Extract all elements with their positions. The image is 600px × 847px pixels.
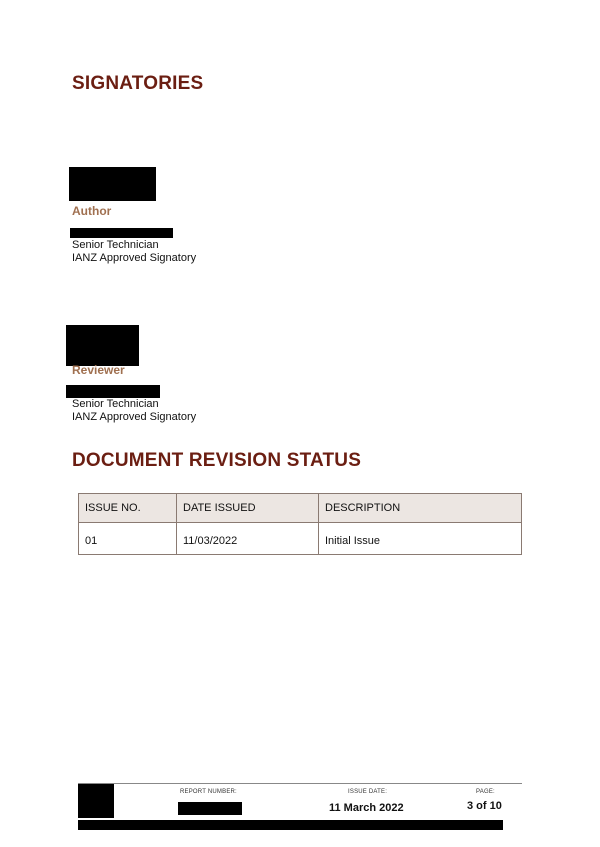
reviewer-signature-redaction <box>66 325 139 366</box>
reviewer-title: Senior Technician <box>72 398 159 410</box>
issue-date-value: 11 March 2022 <box>329 802 404 814</box>
revision-status-heading: DOCUMENT REVISION STATUS <box>72 450 362 471</box>
report-number-label: REPORT NUMBER: <box>180 789 237 795</box>
author-signature-redaction <box>69 167 156 201</box>
report-number-redaction <box>178 802 242 815</box>
issue-date-label: ISSUE DATE: <box>348 789 388 795</box>
footer-top-rule <box>78 783 522 784</box>
author-accreditation: IANZ Approved Signatory <box>72 252 197 264</box>
footer-address-redaction <box>78 820 503 830</box>
column-header-date-issued: DATE ISSUED <box>177 494 319 523</box>
revision-table-header-row <box>79 494 522 523</box>
signatories-heading: SIGNATORIES <box>72 73 204 94</box>
column-header-description: DESCRIPTION <box>319 494 522 523</box>
reviewer-role-label: Reviewer <box>72 363 125 377</box>
author-role-label: Author <box>72 204 112 218</box>
table-row <box>79 523 522 555</box>
footer-logo-redaction <box>78 784 114 818</box>
description-cell: Initial Issue <box>319 523 522 555</box>
date-issued-cell: 11/03/2022 <box>177 523 319 555</box>
author-name-redaction <box>70 228 173 238</box>
author-title: Senior Technician <box>72 239 159 251</box>
reviewer-name-redaction <box>66 385 160 398</box>
reviewer-accreditation: IANZ Approved Signatory <box>72 411 197 423</box>
page-label: PAGE: <box>476 789 495 795</box>
page-number-value: 3 of 10 <box>467 800 502 812</box>
revision-table <box>78 493 522 555</box>
column-header-issue-no: ISSUE NO. <box>79 494 177 523</box>
issue-no-cell: 01 <box>79 523 177 555</box>
